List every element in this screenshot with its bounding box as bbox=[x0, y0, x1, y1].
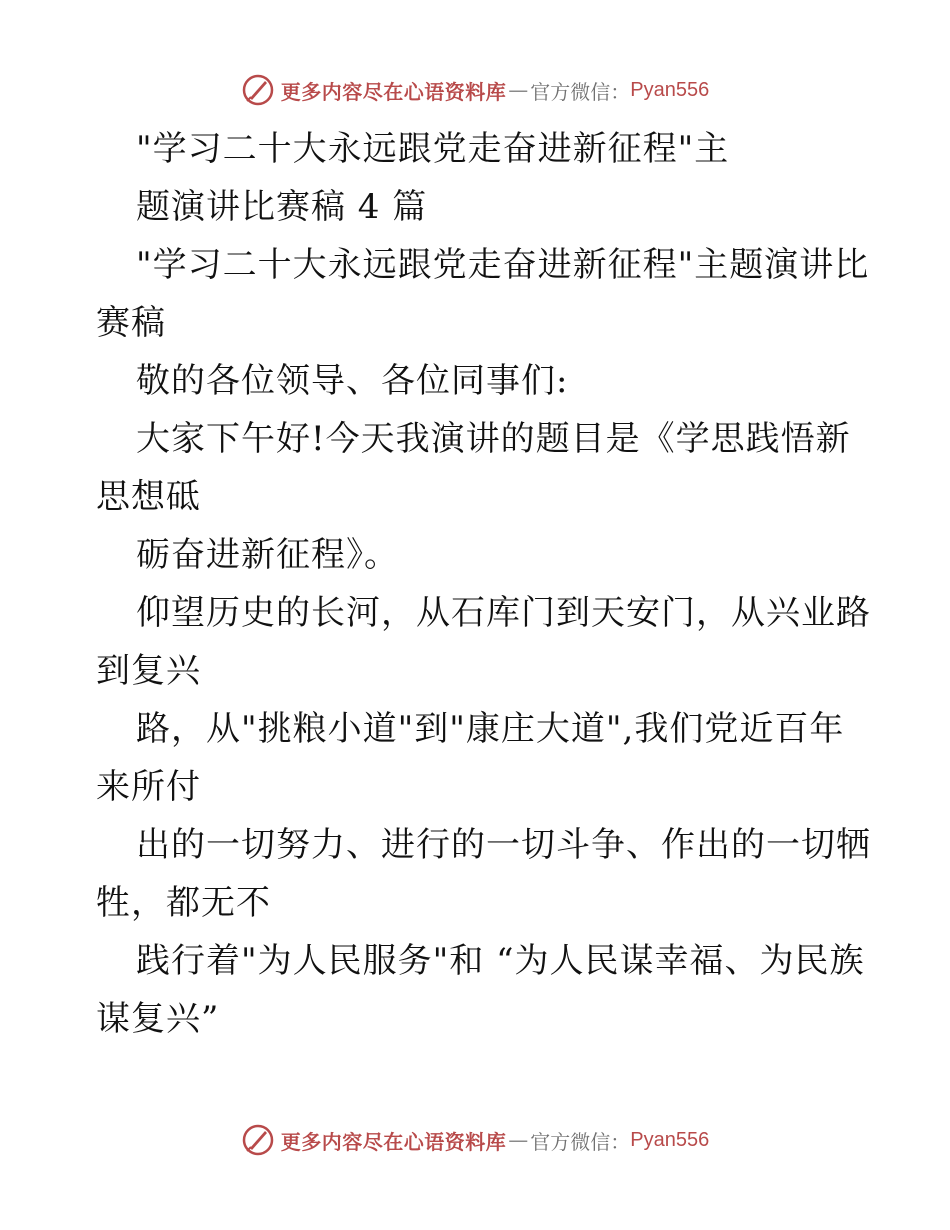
paragraph-line: 思想砥 bbox=[96, 477, 201, 517]
paragraph-line: 仰望历史的长河，从石库门到天安门，从兴业路 bbox=[136, 593, 871, 633]
banner-site-text: 更多内容尽在心语资料库 bbox=[280, 79, 507, 104]
subtitle-line-1: "学习二十大永远跟党走奋进新征程"主题演讲比 bbox=[136, 245, 870, 285]
salutation-line: 敬的各位领导、各位同事们: bbox=[136, 361, 569, 401]
document-body bbox=[96, 120, 871, 1048]
banner-wechat-id: Pyan556 bbox=[630, 78, 710, 101]
banner-site-text: 更多内容尽在心语资料库 bbox=[280, 1129, 507, 1154]
paragraph-line: 来所付 bbox=[96, 767, 201, 807]
quill-pen-logo-icon bbox=[241, 1123, 275, 1157]
banner-separator: — bbox=[508, 1128, 529, 1152]
paragraph-line: 出的一切努力、进行的一切斗争、作出的一切牺 bbox=[136, 825, 871, 865]
paragraph-line: 牲，都无不 bbox=[96, 883, 271, 923]
banner-separator: — bbox=[508, 78, 529, 102]
paragraph-line: 路，从"挑粮小道"到"康庄大道",我们党近百年 bbox=[136, 709, 845, 749]
title-line-2: 题演讲比赛稿 4 篇 bbox=[136, 187, 428, 227]
paragraph-line: 砺奋进新征程》。 bbox=[136, 535, 399, 575]
paragraph-line: 践行着"为人民服务"和 “为人民谋幸福、为民族 bbox=[136, 941, 865, 981]
quill-pen-logo-icon bbox=[241, 73, 275, 107]
paragraph-line: 到复兴 bbox=[96, 651, 201, 691]
header-banner bbox=[0, 70, 950, 110]
banner-wechat-label: 官方微信： bbox=[530, 1129, 631, 1154]
banner-wechat-label: 官方微信： bbox=[530, 79, 631, 104]
footer-banner bbox=[0, 1120, 950, 1160]
banner-wechat-id: Pyan556 bbox=[630, 1128, 710, 1151]
paragraph-line: 谋复兴” bbox=[96, 999, 220, 1039]
title-line-1: "学习二十大永远跟党走奋进新征程"主 bbox=[136, 129, 730, 169]
paragraph-line: 大家下午好!今天我演讲的题目是《学思践悟新 bbox=[136, 419, 851, 459]
subtitle-line-2: 赛稿 bbox=[96, 303, 166, 343]
